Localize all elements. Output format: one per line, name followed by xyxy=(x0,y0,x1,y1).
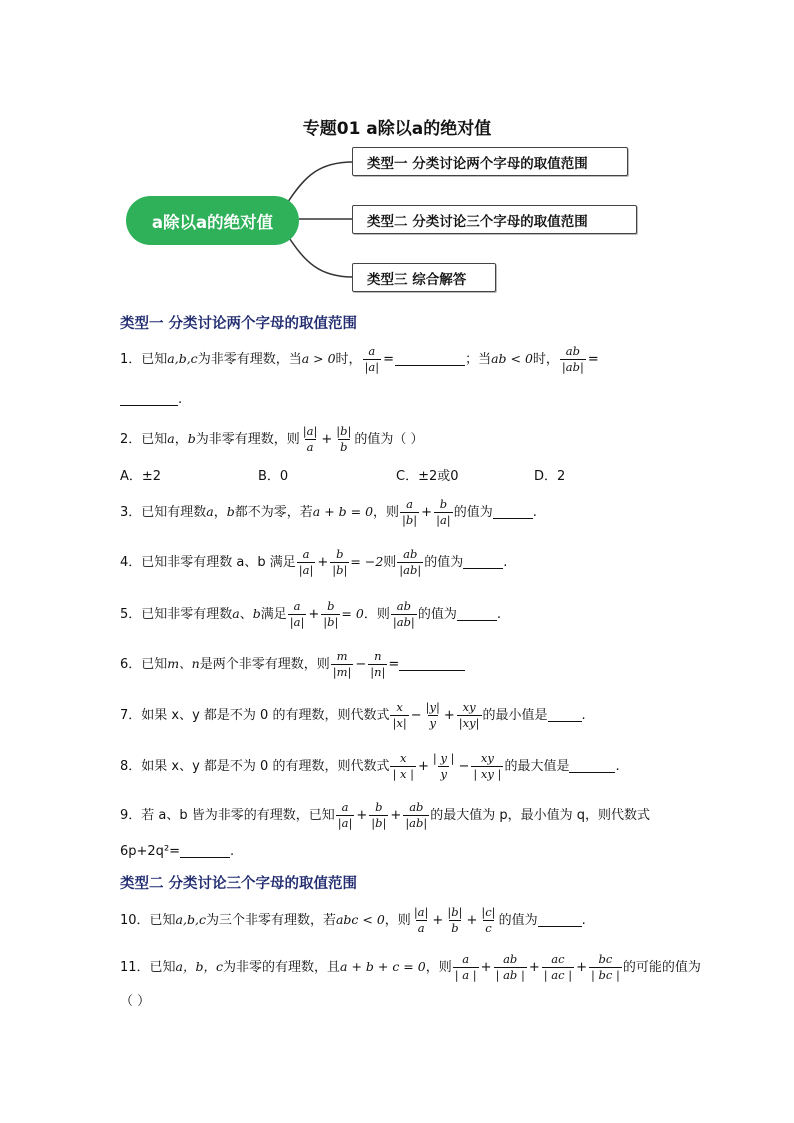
fraction: $\frac{a}{|a|}$ xyxy=(364,344,380,374)
mindmap-root: a除以a的绝对值 xyxy=(126,196,299,245)
question-5: 5．已知非零有理数 a 、 b 满足 $\frac{a}{|a|}$ + $\frac{b}{|b|}$ = 0 ．则 $\frac{ab}{|ab|}$ 的值为 . xyxy=(120,599,501,629)
question-4: 4．已知非零有理数 a、b 满足 $\frac{a}{|a|}$ + $\frac{b}{|b|}$ = −2 则 $\frac{ab}{|ab|}$ 的值为 . xyxy=(120,547,508,577)
choice-c: C．±2或0 xyxy=(396,469,459,484)
question-3: 3．已知有理数 a ， b 都不为零，若 a + b = 0 ，则 $\frac{a}{|b|}$ + $\frac{b}{|a|}$ 的值为 . xyxy=(120,497,537,527)
choice-d: D．2 xyxy=(534,469,566,484)
question-9: 9．若 a、b 皆为非零的有理数，已知 $\frac{a}{|a|}$ + $\frac{b}{|b|}$ + $\frac{ab}{|ab|}$ 的最大值为 p，最小值为 q，则代数式 xyxy=(120,800,651,830)
mindmap-branch-3: 类型三 综合解答 xyxy=(352,263,496,292)
mindmap-branch-2: 类型二 分类讨论三个字母的取值范围 xyxy=(352,205,637,234)
question-11: 11．已知 a，b，c 为非零的有理数，且 a + b + c = 0 ，则 $\frac{a}{| a |}$ + $\frac{ab}{| ab |}$ + $\frac{ac}{| ac |}$ + $\frac{bc}{| bc |}$ 的可能的值为 xyxy=(120,952,701,982)
question-11-line-2: （ ） xyxy=(120,994,151,1009)
fraction: $\frac{ab}{|ab|}$ xyxy=(561,344,584,374)
question-6: 6．已知 m、n 是两个非零有理数，则 $\frac{m}{|m|}$ − $\frac{n}{|n|}$ = xyxy=(120,650,465,678)
choice-a: A．±2 xyxy=(120,469,162,484)
mindmap-branch-1: 类型一 分类讨论两个字母的取值范围 xyxy=(352,147,628,176)
question-10: 10．已知 a,b,c 为三个非零有理数，若 abc < 0 ，则 $\frac{|a|}{a}$ + $\frac{|b|}{b}$ + $\frac{|c|}{c}$ 的值为 . xyxy=(120,905,586,935)
question-1: 1．已知 a,b,c 为非零有理数，当 a > 0 时， $\frac{a}{|a|}$ = ；当 ab < 0 时， $\frac{ab}{|ab|}$ = xyxy=(120,344,599,374)
section-heading-1: 类型一 分类讨论两个字母的取值范围 xyxy=(120,316,358,332)
answer-blank xyxy=(395,353,465,366)
choice-b: B．0 xyxy=(258,469,289,484)
question-1-line-2: . xyxy=(120,393,182,406)
question-2: 2．已知 a ， b 为非零有理数，则 $\frac{|a|}{a}$ + $\frac{|b|}{b}$ 的值为（ ） xyxy=(120,424,424,454)
question-7: 7．如果 x、y 都是不为 0 的有理数，则代数式 $\frac{x}{|x|}$ − $\frac{|y|}{y}$ + $\frac{xy}{|xy|}$ 的最小值是 . xyxy=(120,700,586,730)
question-8: 8．如果 x、y 都是不为 0 的有理数，则代数式 $\frac{x}{| x |}$ + $\frac{| y |}{y}$ − $\frac{xy}{| xy |}$ 的最大值是 . xyxy=(120,751,620,781)
answer-blank xyxy=(120,393,178,406)
question-9-line-2: 6p+2q²= . xyxy=(120,844,235,859)
page-title: 专题01 a除以a的绝对值 xyxy=(302,119,492,139)
section-heading-2: 类型二 分类讨论三个字母的取值范围 xyxy=(120,876,358,892)
